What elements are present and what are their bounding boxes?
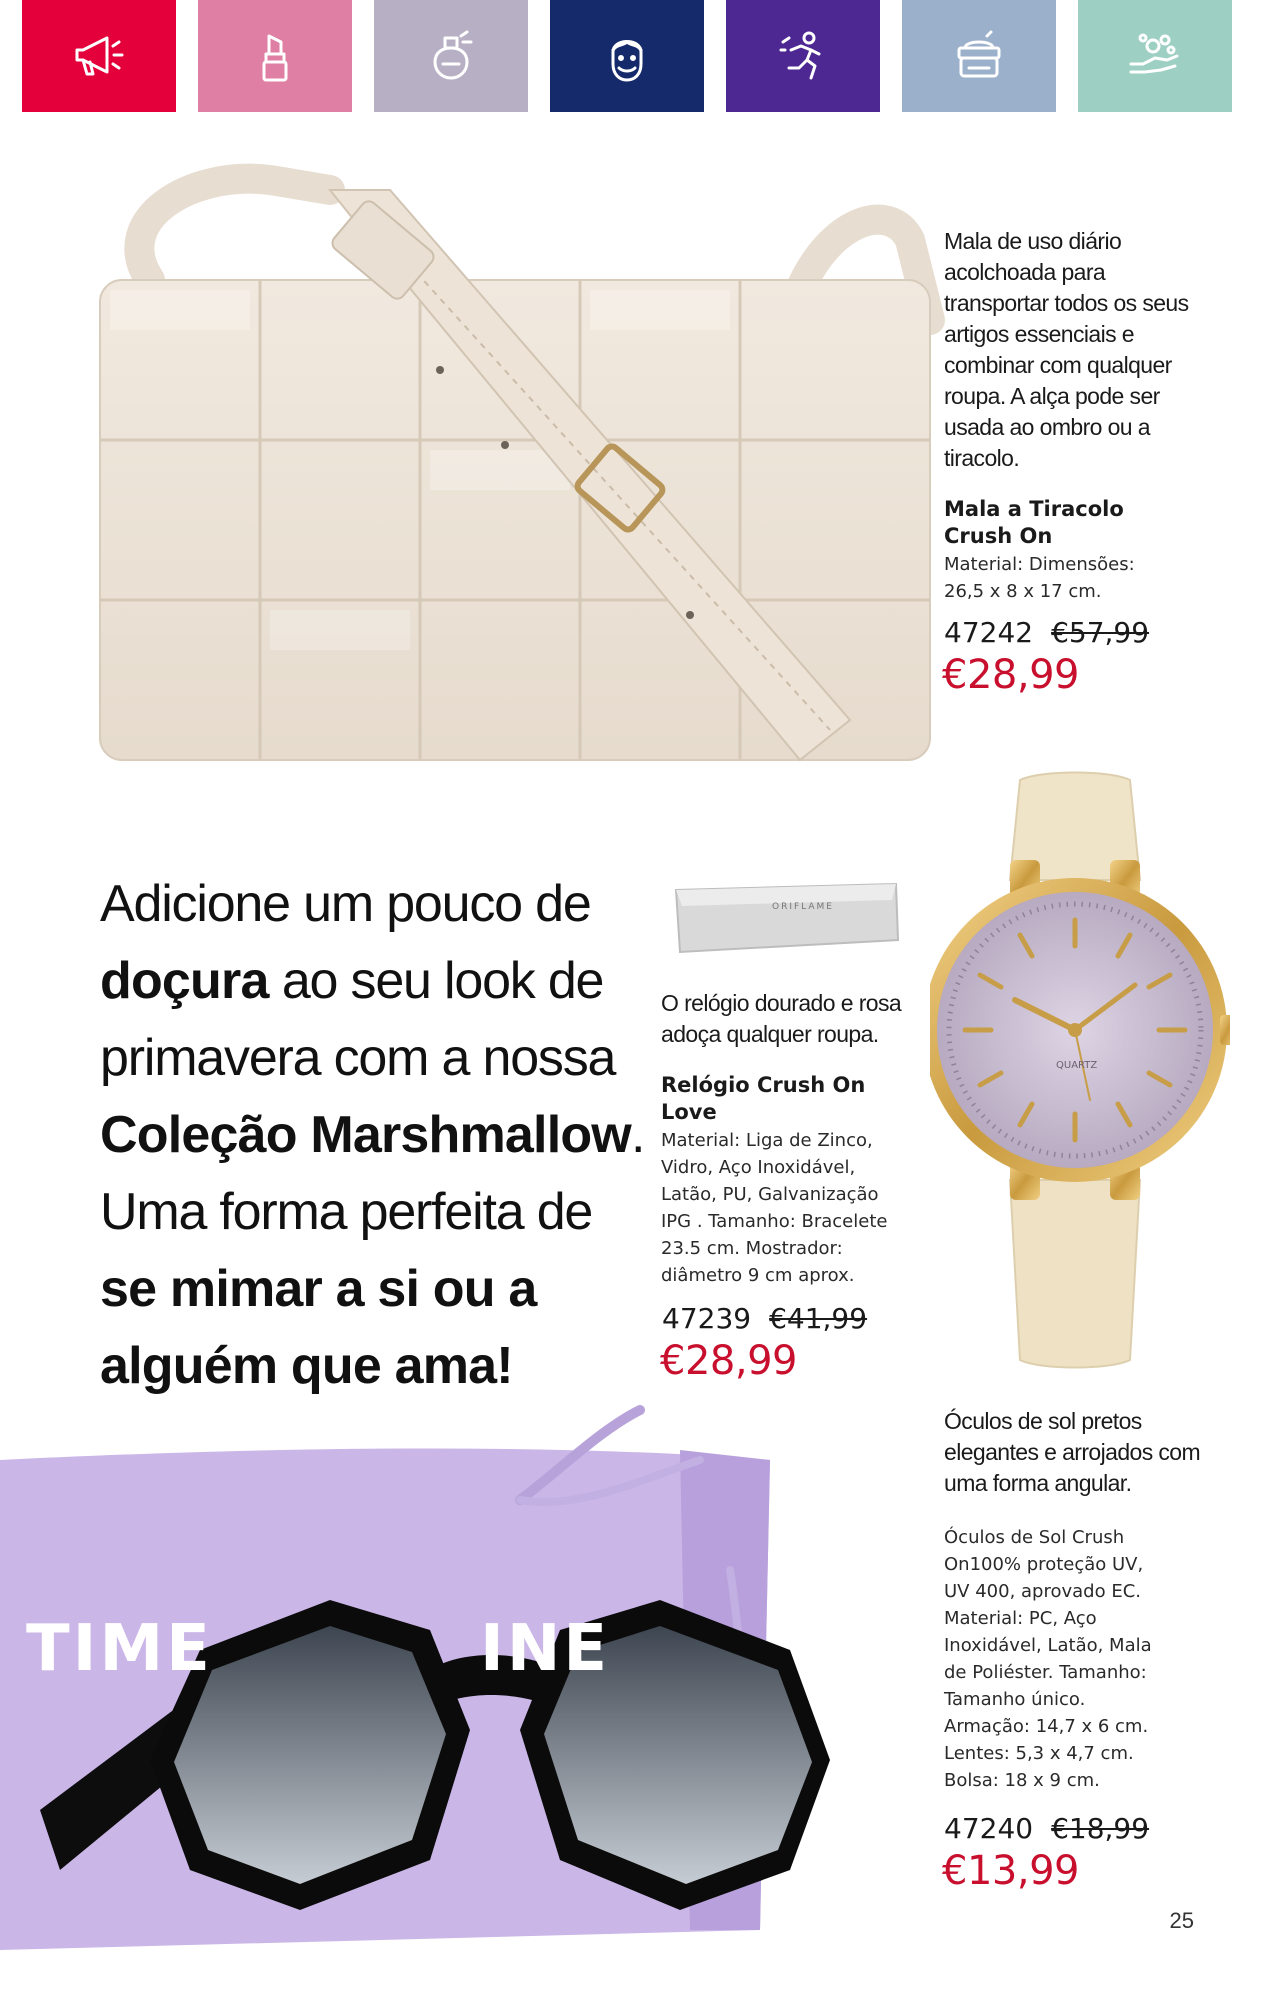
category-tabs [22,0,1236,112]
makeup-tab[interactable] [198,0,352,112]
wellness-tab[interactable] [726,0,880,112]
bag-code: 47242 [944,616,1034,649]
promo-headline: Adicione um pouco de doçura ao seu look de primavera com a nossa Coleção Marshmallow. Uma forma perfeita de se mimar a si ou a alguém que ama! [100,875,645,1395]
sunglasses-image [0,1390,920,2000]
watch-product-name: Relógio Crush On Love [661,1073,866,1124]
watch-dial-text: QUARTZ [1056,1060,1098,1071]
pouch-text-right: INE [480,1612,611,1686]
bag-old-price: €57,99 [1051,616,1150,649]
page-number: 25 [1169,1908,1194,1933]
bag-price: €28,99 [942,652,1079,698]
watch-specs: Material: Liga de Zinco, Vidro, Aço Inoxidável, Latão, PU, Galvanização IPG . Tamanho: Bracelete 23.5 cm. Mostrador: diâmetro 9 cm aprox. [661,1130,888,1286]
sunglasses-code: 47240 [944,1812,1034,1845]
fragrance-tab[interactable] [374,0,528,112]
sunglasses-old-price: €18,99 [1051,1812,1150,1845]
watch-image [930,770,1230,1370]
watch-old-price: €41,99 [769,1302,868,1335]
sunglasses-specs: Óculos de Sol Crush On100% proteção UV, UV 400, aprovado EC. Material: PC, Aço Inoxidável, Latão, Mala de Poliéster. Tamanho: Tamanho único. Armação: 14,7 x 6 cm. Lentes: 5,3 x 4,7 cm. Bolsa: 18 x 9 cm. [944,1527,1152,1791]
skincare-tab[interactable] [902,0,1056,112]
bag-description: Mala de uso diário acolchoada para transportar todos os seus artigos essenciais e combinar com qualquer roupa. A alça pode ser usada ao ombro ou a tiracolo. [944,228,1189,471]
hand-wash-icon [1123,24,1187,88]
watch-price: €28,99 [660,1338,797,1384]
runner-icon [771,24,835,88]
lipstick-icon [243,24,307,88]
watch-gift-box [668,880,904,956]
watch-description: O relógio dourado e rosa adoça qualquer roupa. [661,990,902,1047]
bag-product-name: Mala a Tiracolo Crush On [944,497,1124,548]
megaphone-icon [67,24,131,88]
bag-specs: Material: Dimensões: 26,5 x 8 x 17 cm. [944,554,1135,602]
promo-tab[interactable] [22,0,176,112]
watch-box-brand: ORIFLAME [772,902,834,912]
cream-jar-icon [947,24,1011,88]
man-face-icon [595,24,659,88]
pouch-text-left: TIME [26,1612,213,1686]
watch-code: 47239 [662,1302,752,1335]
sunglasses-product-code [944,1812,1149,1845]
bag-product-code [944,616,1149,649]
watch-product-code [662,1302,867,1335]
bath-tab[interactable] [1078,0,1232,112]
sunglasses-price: €13,99 [942,1848,1079,1894]
crossbody-bag-image [70,160,970,810]
sunglasses-description: Óculos de sol pretos elegantes e arrojados com uma forma angular. [944,1408,1201,1496]
men-tab[interactable] [550,0,704,112]
perfume-icon [419,24,483,88]
